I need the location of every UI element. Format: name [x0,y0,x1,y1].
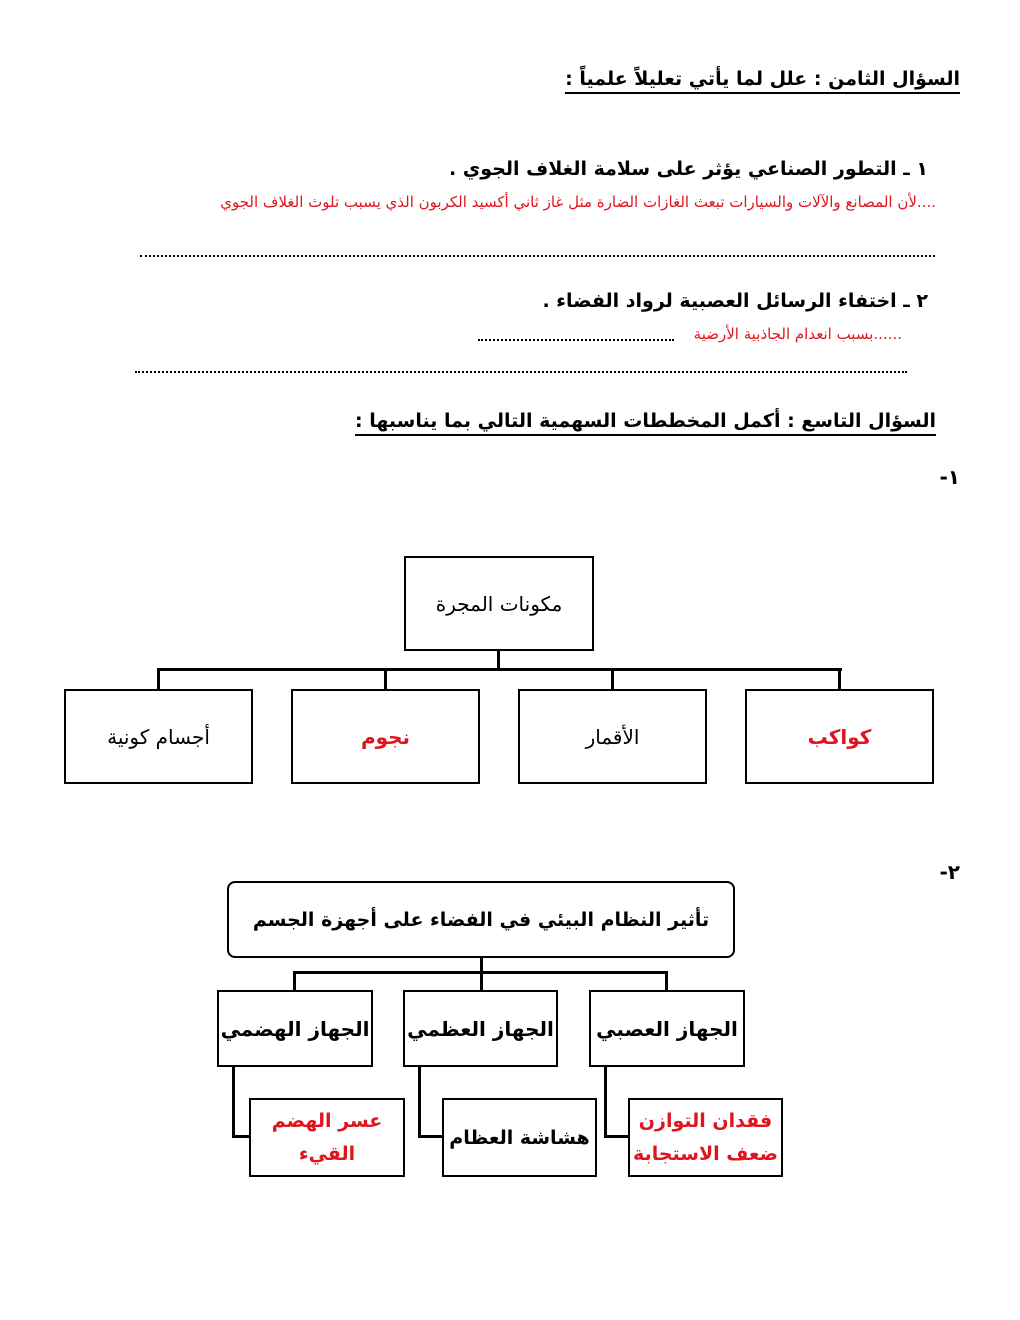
connector [480,971,483,991]
diagram-1-number: ١- [939,465,960,489]
connector [157,668,160,690]
connector [232,1135,250,1138]
connector [604,1066,607,1138]
effect-text: عسر الهضم [271,1110,383,1133]
diagram-1-child: الأقمار [518,689,707,784]
answer-line [135,371,907,373]
question-8-item-1: ١ ـ التطور الصناعي يؤثر على سلامة الغلاف الجوي . [449,158,928,180]
question-9-title: السؤال التاسع : أكمل المخططات السهمية التالي بما يناسبها : [355,410,936,436]
connector [384,668,387,690]
answer-8-1: ....لأن المصانع والآلات والسيارات تبعث الغازات الضارة مثل غاز ثاني أكسيد الكربون الذي يسبب تلوث الغلاف الجوي [220,193,936,211]
diagram-2-effect-skeletal [442,1098,597,1177]
connector [838,668,841,690]
effect-text: ضعف الاستجابة [633,1142,778,1165]
connector [497,650,500,670]
answer-8-2: ......بسبب انعدام الجاذبية الأرضية [693,325,902,343]
question-8-title: السؤال الثامن : علل لما يأتي تعليلاً علمياً : [565,68,960,94]
connector [418,1066,421,1138]
connector [293,971,296,991]
diagram-2-effect-nervous [628,1098,783,1177]
connector [232,1066,235,1138]
diagram-1-child: أجسام كونية [64,689,253,784]
question-8-item-2: ٢ ـ اختفاء الرسائل العصبية لرواد الفضاء . [542,290,928,312]
connector [665,971,668,991]
answer-line [478,339,674,341]
diagram-2-effect-digestive [249,1098,405,1177]
diagram-2-child: الجهاز العصبي [589,990,745,1067]
diagram-1-child: نجوم [291,689,480,784]
connector [604,1135,629,1138]
answer-line [140,255,935,257]
diagram-1-child: كواكب [745,689,934,784]
diagram-1-root: مكونات المجرة [404,556,594,651]
diagram-2-root: تأثير النظام البيئي في الفضاء على أجهزة الجسم [227,881,735,958]
diagram-2-number: ٢- [939,860,960,884]
effect-text: فقدان التوازن [638,1110,773,1133]
connector [157,668,842,671]
effect-text: القيء [298,1142,356,1165]
diagram-2-child: الجهاز الهضمي [217,990,373,1067]
connector [418,1135,443,1138]
connector [611,668,614,690]
effect-text: هشاشة العظام [449,1126,590,1149]
diagram-2-child: الجهاز العظمي [403,990,558,1067]
